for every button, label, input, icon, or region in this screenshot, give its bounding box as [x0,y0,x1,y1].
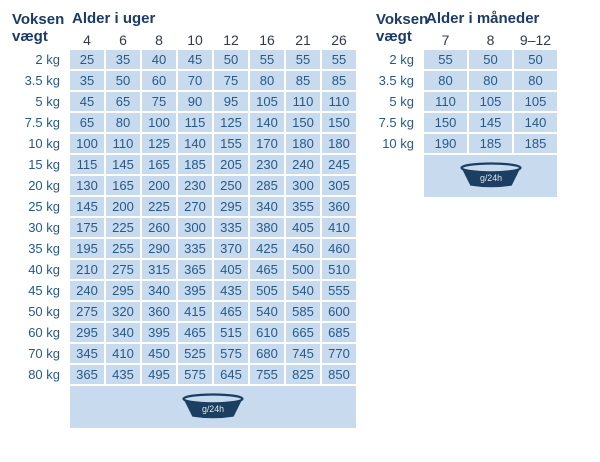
feeding-value-cell: 665 [286,323,320,342]
feeding-value-cell: 275 [70,302,104,321]
age-column-header: 9–12 [519,32,552,48]
feeding-value-cell: 305 [322,176,356,195]
feeding-value-cell: 410 [322,218,356,237]
feeding-value-cell: 415 [178,302,212,321]
feeding-value-cell: 40 [142,50,176,69]
feeding-value-cell: 180 [322,134,356,153]
feeding-value-cell: 395 [142,323,176,342]
feeding-value-cell: 680 [250,344,284,363]
weight-row-label: 80 kg [28,367,60,382]
feeding-value-cell: 525 [178,344,212,363]
feeding-value-cell: 35 [70,71,104,90]
feeding-value-cell: 410 [106,344,140,363]
food-bowl-icon [179,393,247,421]
weight-title-line1: Voksen [376,11,429,28]
feeding-value-cell: 245 [322,155,356,174]
feeding-value-cell: 55 [250,50,284,69]
feeding-value-cell: 105 [469,92,512,111]
weight-row-label: 60 kg [28,325,60,340]
weight-row-label: 10 kg [382,136,414,151]
feeding-value-cell: 290 [142,239,176,258]
feeding-value-cell: 125 [214,113,248,132]
feeding-value-cell: 295 [106,281,140,300]
feeding-value-cell: 55 [424,50,467,69]
feeding-value-cell: 825 [286,365,320,384]
feeding-value-cell: 85 [286,71,320,90]
feeding-value-cell: 340 [106,323,140,342]
feeding-value-cell: 100 [70,134,104,153]
feeding-value-cell: 540 [250,302,284,321]
feeding-value-cell: 50 [469,50,512,69]
weight-row-label: 2 kg [35,52,60,67]
feeding-value-cell: 600 [322,302,356,321]
feeding-value-cell: 85 [322,71,356,90]
food-bowl-icon [457,162,525,190]
feeding-value-cell: 515 [214,323,248,342]
weight-title-line1: Voksen [12,11,65,28]
unit-label: g/24h [201,404,225,415]
feeding-value-cell: 185 [469,134,512,153]
weight-column-title [8,10,68,48]
feeding-value-cell: 540 [286,281,320,300]
feeding-value-cell: 115 [178,113,212,132]
feeding-value-cell: 55 [286,50,320,69]
feeding-value-cell: 130 [70,176,104,195]
feeding-value-cell: 435 [106,365,140,384]
unit-footer-months [424,155,557,197]
feeding-value-cell: 380 [250,218,284,237]
feeding-value-cell: 770 [322,344,356,363]
feeding-value-cell: 65 [106,92,140,111]
feeding-value-cell: 510 [322,260,356,279]
feeding-value-cell: 145 [469,113,512,132]
feeding-value-cell: 285 [250,176,284,195]
feeding-value-cell: 80 [469,71,512,90]
feeding-value-cell: 240 [286,155,320,174]
feeding-value-cell: 80 [424,71,467,90]
feeding-value-cell: 105 [250,92,284,111]
feeding-value-cell: 25 [70,50,104,69]
feeding-value-cell: 405 [286,218,320,237]
weight-row-label: 15 kg [28,157,60,172]
feeding-value-cell: 230 [250,155,284,174]
age-column-header: 12 [223,32,239,48]
feeding-value-cell: 90 [178,92,212,111]
feeding-value-cell: 140 [250,113,284,132]
weight-row-label: 3.5 kg [24,73,60,88]
weight-row-label: 7.5 kg [24,115,60,130]
feeding-value-cell: 125 [142,134,176,153]
feeding-value-cell: 270 [178,197,212,216]
feeding-value-cell: 150 [424,113,467,132]
feeding-value-cell: 425 [250,239,284,258]
weight-row-label: 10 kg [28,136,60,151]
feeding-value-cell: 405 [214,260,248,279]
feeding-value-cell: 255 [106,239,140,258]
feeding-value-cell: 465 [214,302,248,321]
feeding-value-cell: 745 [286,344,320,363]
age-in-weeks-title: Alder i uger [72,10,156,27]
feeding-table-weeks [8,10,356,428]
feeding-value-cell: 150 [286,113,320,132]
feeding-value-cell: 35 [106,50,140,69]
unit-footer-weeks [70,386,356,428]
feeding-value-cell: 145 [70,197,104,216]
feeding-value-cell: 60 [142,71,176,90]
age-column-header: 7 [441,32,450,48]
feeding-value-cell: 45 [70,92,104,111]
weight-row-label: 25 kg [28,199,60,214]
weight-row-label: 5 kg [389,94,414,109]
feeding-value-cell: 365 [178,260,212,279]
feeding-value-cell: 575 [214,344,248,363]
age-column-header: 10 [187,32,203,48]
feeding-value-cell: 225 [106,218,140,237]
feeding-value-cell: 335 [214,218,248,237]
feeding-value-cell: 450 [286,239,320,258]
weight-row-label: 30 kg [28,220,60,235]
feeding-value-cell: 195 [70,239,104,258]
age-in-months-title: Alder i måneder [426,10,540,27]
feeding-value-cell: 80 [250,71,284,90]
feeding-value-cell: 140 [178,134,212,153]
feeding-table-months [372,10,557,197]
feeding-value-cell: 395 [178,281,212,300]
weight-row-label: 3.5 kg [378,73,414,88]
feeding-value-cell: 75 [142,92,176,111]
feeding-value-cell: 170 [250,134,284,153]
feeding-value-cell: 315 [142,260,176,279]
age-column-header: 16 [259,32,275,48]
weight-row-label: 50 kg [28,304,60,319]
weight-row-label: 5 kg [35,94,60,109]
feeding-value-cell: 205 [214,155,248,174]
feeding-value-cell: 110 [286,92,320,111]
feeding-value-cell: 340 [142,281,176,300]
weight-row-label: 45 kg [28,283,60,298]
unit-label: g/24h [479,173,502,184]
feeding-value-cell: 50 [514,50,557,69]
age-column-header: 8 [486,32,495,48]
feeding-value-cell: 365 [70,365,104,384]
weight-row-label: 7.5 kg [378,115,414,130]
feeding-value-cell: 50 [214,50,248,69]
feeding-value-cell: 360 [142,302,176,321]
feeding-value-cell: 165 [106,176,140,195]
feeding-value-cell: 340 [250,197,284,216]
feeding-value-cell: 505 [250,281,284,300]
feeding-value-cell: 435 [214,281,248,300]
feeding-value-cell: 685 [322,323,356,342]
weight-row-label: 35 kg [28,241,60,256]
feeding-value-cell: 585 [286,302,320,321]
feeding-value-cell: 355 [286,197,320,216]
feeding-value-cell: 175 [70,218,104,237]
feeding-value-cell: 70 [178,71,212,90]
feeding-value-cell: 80 [514,71,557,90]
feeding-value-cell: 575 [178,365,212,384]
feeding-value-cell: 250 [214,176,248,195]
weight-row-label: 70 kg [28,346,60,361]
feeding-value-cell: 295 [70,323,104,342]
feeding-value-cell: 555 [322,281,356,300]
feeding-value-cell: 610 [250,323,284,342]
feeding-value-cell: 465 [178,323,212,342]
feeding-value-cell: 260 [142,218,176,237]
feeding-value-cell: 500 [286,260,320,279]
weight-title-line2: vægt [12,28,48,45]
feeding-value-cell: 140 [514,113,557,132]
feeding-value-cell: 210 [70,260,104,279]
feeding-value-cell: 295 [214,197,248,216]
feeding-value-cell: 150 [322,113,356,132]
feeding-value-cell: 110 [322,92,356,111]
feeding-value-cell: 345 [70,344,104,363]
feeding-value-cell: 275 [106,260,140,279]
feeding-value-cell: 240 [70,281,104,300]
feeding-value-cell: 335 [178,239,212,258]
feeding-value-cell: 460 [322,239,356,258]
feeding-value-cell: 95 [214,92,248,111]
feeding-value-cell: 200 [142,176,176,195]
feeding-value-cell: 75 [214,71,248,90]
feeding-value-cell: 450 [142,344,176,363]
weight-row-label: 20 kg [28,178,60,193]
feeding-value-cell: 190 [424,134,467,153]
feeding-value-cell: 165 [142,155,176,174]
age-column-header: 21 [295,32,311,48]
feeding-value-cell: 755 [250,365,284,384]
feeding-value-cell: 360 [322,197,356,216]
feeding-value-cell: 495 [142,365,176,384]
weight-row-label: 2 kg [389,52,414,67]
feeding-value-cell: 55 [322,50,356,69]
feeding-value-cell: 645 [214,365,248,384]
feeding-value-cell: 185 [514,134,557,153]
feeding-value-cell: 850 [322,365,356,384]
feeding-value-cell: 180 [286,134,320,153]
weight-column-title [372,10,429,48]
feeding-value-cell: 110 [106,134,140,153]
feeding-value-cell: 225 [142,197,176,216]
feeding-value-cell: 185 [178,155,212,174]
weight-row-label: 40 kg [28,262,60,277]
feeding-value-cell: 200 [106,197,140,216]
feeding-value-cell: 370 [214,239,248,258]
feeding-value-cell: 65 [70,113,104,132]
age-column-header: 6 [119,32,127,48]
feeding-value-cell: 80 [106,113,140,132]
age-column-header: 26 [331,32,347,48]
feeding-value-cell: 320 [106,302,140,321]
age-column-header: 8 [155,32,163,48]
age-column-header: 4 [83,32,91,48]
feeding-value-cell: 145 [106,155,140,174]
feeding-value-cell: 300 [286,176,320,195]
feeding-value-cell: 105 [514,92,557,111]
feeding-value-cell: 110 [424,92,467,111]
feeding-value-cell: 100 [142,113,176,132]
feeding-value-cell: 45 [178,50,212,69]
feeding-value-cell: 50 [106,71,140,90]
weight-title-line2: vægt [376,28,412,45]
feeding-value-cell: 155 [214,134,248,153]
feeding-value-cell: 115 [70,155,104,174]
feeding-value-cell: 465 [250,260,284,279]
feeding-value-cell: 230 [178,176,212,195]
feeding-value-cell: 300 [178,218,212,237]
